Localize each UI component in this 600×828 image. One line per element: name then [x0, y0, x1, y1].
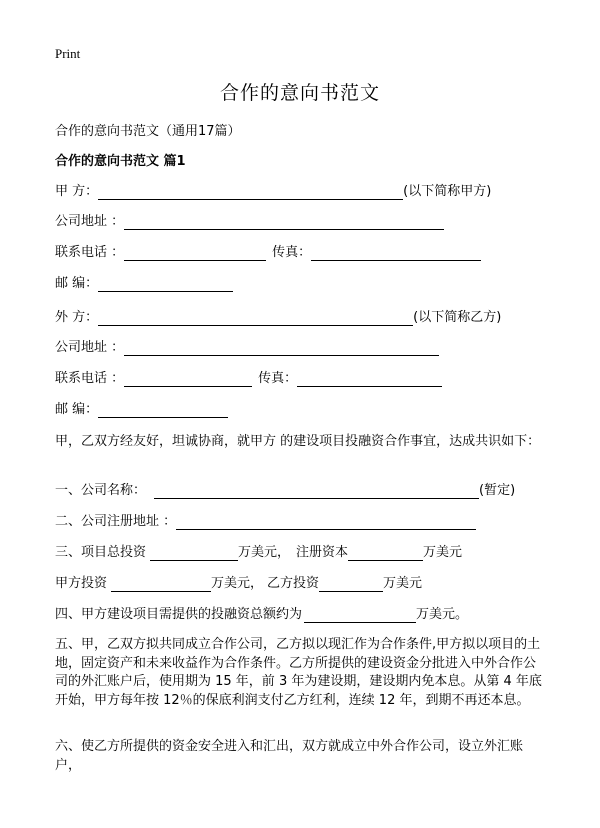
- item4-unit: 万美元。: [416, 607, 469, 622]
- item4-blank: [304, 608, 416, 623]
- party-b-suffix: (以下简称乙方): [413, 310, 502, 325]
- item3-unit2: 万美元: [423, 545, 463, 560]
- item1-line: [55, 482, 515, 499]
- party-b-line: [55, 309, 501, 326]
- page-title: 合作的意向书范文: [219, 82, 380, 104]
- item3b-unit1: 万美元，: [211, 576, 264, 591]
- party-b-post-line: [55, 401, 228, 418]
- party-a-phone-label: 联系电话 ：: [55, 245, 125, 260]
- item3-unit1: 万美元，: [238, 545, 291, 560]
- party-b-label: 外 方：: [55, 310, 99, 325]
- party-b-address-line: [55, 339, 439, 356]
- party-b-phone-blank: [124, 372, 252, 387]
- party-a-blank: [98, 185, 403, 200]
- intro-paragraph: 甲，乙双方经友好，坦诚协商，就甲方 的建设项目投融资合作事宜，达成共识如下：: [55, 434, 541, 449]
- party-b-address-label: 公司地址 ：: [55, 340, 125, 355]
- item6-paragraph: 六、使乙方所提供的资金安全进入和汇出，双方就成立中外合作公司，设立外汇账户，: [55, 739, 524, 773]
- section-title: 合作的意向书范文 篇1: [55, 154, 186, 169]
- party-a-line: [55, 183, 491, 200]
- party-a-address-label: 公司地址 ：: [55, 214, 125, 229]
- party-a-post-line: [55, 275, 233, 292]
- item3-total-blank: [150, 546, 238, 561]
- party-a-post-blank: [98, 277, 233, 292]
- party-b-fax-blank: [297, 372, 442, 387]
- item2-line: [55, 513, 476, 530]
- party-a-fax-label: 传真：: [272, 245, 312, 260]
- item3-mid: 注册资本: [296, 545, 349, 560]
- item1-blank: [154, 484, 479, 499]
- party-a-fax-blank: [311, 246, 481, 261]
- party-a-address-blank: [124, 215, 444, 230]
- item3b-a-blank: [111, 577, 211, 592]
- item2-blank: [176, 515, 476, 530]
- item3-line: [55, 544, 462, 561]
- item5-paragraph: 五、甲，乙双方拟共同成立合作公司，乙方拟以现汇作为合作条件,甲方拟以项目的土地，固定资产和未来收益作为合作条件。乙方所提供的建设资金分批进入中外合作公司的外汇账户后，使用期为 15 年，前 3 年为建设期，建设期内免本息。从第 4 年底开始，甲方每年按 12％的保底利润支付乙方红利，连续 12 年，到期不再还本息。: [55, 637, 542, 708]
- print-link[interactable]: Print: [55, 46, 81, 61]
- item3b-mid: 乙方投资: [267, 576, 320, 591]
- item1-suffix: (暂定): [479, 483, 516, 498]
- party-a-suffix: (以下简称甲方): [403, 184, 492, 199]
- party-a-phone-line: [55, 244, 481, 261]
- subtitle: 合作的意向书范文（通用17篇）: [55, 124, 241, 139]
- party-b-phone-line: [55, 370, 442, 387]
- item4-label: 四、甲方建设项目需提供的投融资总额约为: [55, 607, 303, 622]
- item2-label: 二、公司注册地址 ：: [55, 514, 177, 529]
- item4-line: [55, 606, 468, 623]
- party-a-label: 甲 方：: [55, 184, 99, 199]
- party-b-blank: [98, 311, 413, 326]
- party-a-address-line: [55, 213, 444, 230]
- party-b-fax-label: 传真：: [258, 371, 298, 386]
- item1-label: 一、公司名称：: [55, 483, 147, 498]
- item3b-line: [55, 575, 422, 592]
- party-b-address-blank: [124, 341, 439, 356]
- item3b-b-blank: [319, 577, 383, 592]
- item3b-label: 甲方投资: [55, 576, 108, 591]
- party-b-post-blank: [98, 403, 228, 418]
- party-b-phone-label: 联系电话 ：: [55, 371, 125, 386]
- item3b-unit2: 万美元: [383, 576, 423, 591]
- party-b-post-label: 邮 编：: [55, 402, 99, 417]
- party-a-phone-blank: [124, 246, 266, 261]
- item3-capital-blank: [348, 546, 423, 561]
- party-a-post-label: 邮 编：: [55, 276, 99, 291]
- item3-label: 三、项目总投资: [55, 545, 147, 560]
